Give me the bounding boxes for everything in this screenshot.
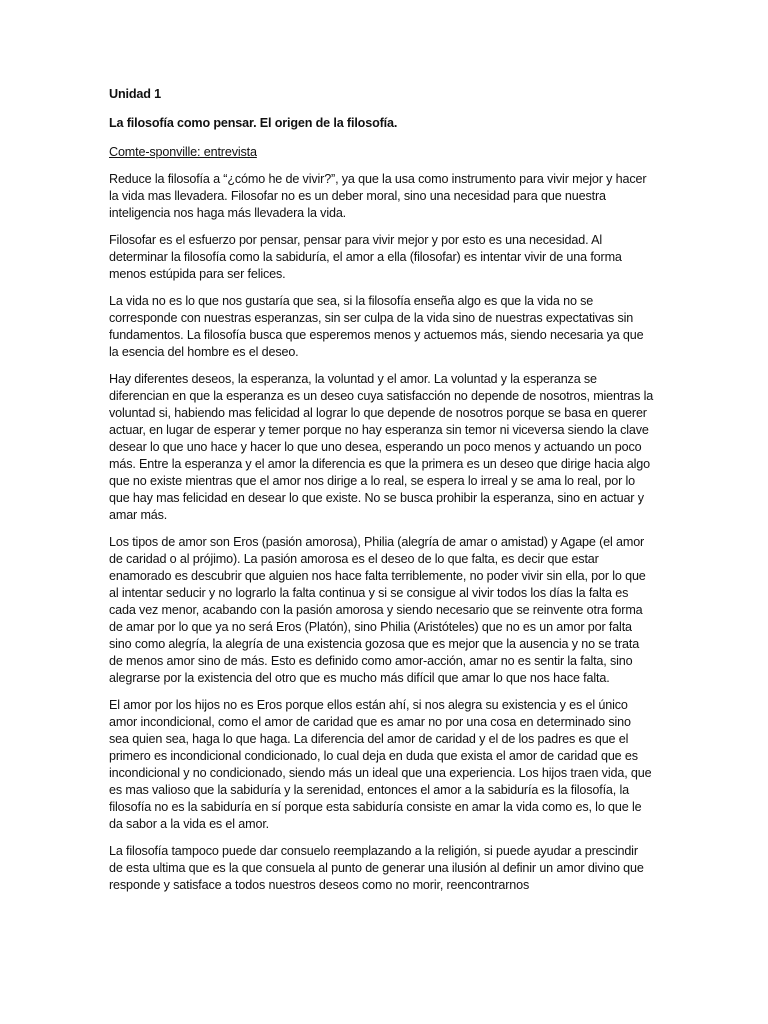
- subsection-title: Comte-sponville: entrevista: [109, 145, 257, 159]
- document-page: [109, 86, 654, 904]
- paragraph: El amor por los hijos no es Eros porque ellos están ahí, si nos alegra su existencia y es el único amor incondicional, como el amor de caridad que es amar no por una cosa en determinado sino sea quien sea, haga lo que haga. La diferencia del amor de caridad y el de los padres es que el primero es incondicional condicionado, lo cual deja en duda que exista el amor de caridad que es incondicional y no condicionado, siendo más un ideal que una experiencia. Los hijos traen vida, que es mas valioso que la sabiduría y la serenidad, entonces el amor a la sabiduría es la filosofía, la filosofía no es la sabiduría en sí porque esta sabiduría consiste en amar la vida como es, lo que le da sabor a la vida es el amor.: [109, 698, 652, 831]
- section-title: La filosofía como pensar. El origen de la filosofía.: [109, 116, 398, 130]
- paragraph: Filosofar es el esfuerzo por pensar, pensar para vivir mejor y por esto es una necesidad. Al determinar la filosofía como la sabiduría, el amor a ella (filosofar) es intentar vivir de una forma menos estúpida para ser felices.: [109, 233, 622, 281]
- paragraph: La vida no es lo que nos gustaría que sea, si la filosofía enseña algo es que la vida no se corresponde con nuestras esperanzas, sin ser culpa de la vida sino de nuestras expectativas sin fundamentos. La filosofía busca que esperemos menos y actuemos más, siendo necesaria ya que la esencia del hombre es el deseo.: [109, 294, 644, 359]
- unit-title: Unidad 1: [109, 87, 161, 101]
- paragraph: Hay diferentes deseos, la esperanza, la voluntad y el amor. La voluntad y la esperanza se diferencian en que la esperanza es un deseo cuya satisfacción no depende de nosotros, mientras la voluntad si, habiendo mas felicidad al lograr lo que depende de nosotros porque se basa en querer actuar, en lugar de esperar y temer porque no hay esperanza sin temor ni viceversa siendo la clave desear lo que uno hace y hacer lo que uno desea, esperando un poco menos y actuando un poco más. Entre la esperanza y el amor la diferencia es que la primera es un deseo que dirige hacia algo que no existe mientras que el amor nos dirige a lo real, se espera lo irreal y se ama lo real, por lo que hay mas felicidad en desear lo que existe. No se busca prohibir la esperanza, sino en actuar y amar más.: [109, 372, 654, 522]
- paragraph: La filosofía tampoco puede dar consuelo reemplazando a la religión, si puede ayudar a prescindir de esta ultima que es la que consuela al punto de generar una ilusión al definir un amor divino que responde y satisface a todos nuestros deseos como no morir, reencontrarnos: [109, 844, 644, 892]
- paragraph: Reduce la filosofía a “¿cómo he de vivir?”, ya que la usa como instrumento para vivir mejor y hacer la vida mas llevadera. Filosofar no es un deber moral, sino una necesidad para que nuestra inteligencia nos haga más llevadera la vida.: [109, 172, 647, 220]
- paragraph: Los tipos de amor son Eros (pasión amorosa), Philia (alegría de amar o amistad) y Agape (el amor de caridad o al prójimo). La pasión amorosa es el deseo de lo que falta, es decir que estar enamorado es descubrir que alguien nos hace falta terriblemente, no poder vivir sin ella, por lo que al intentar seducir y no lograrlo la falta continua y si se consigue al vivir todos los días la falta es cada vez menor, acabando con la pasión amorosa y siendo necesario que se reinvente otra forma de amar por lo que ya no será Eros (Platón), sino Philia (Aristóteles) que no es un amor por falta sino como alegría, la alegría de una existencia gozosa que es mejor que la ausencia y no se trata de menos amor sino de más. Esto es definido como amor-acción, amar no es sentir la falta, sino alegrarse por la existencia del otro que es mucho más difícil que amar lo que nos hace falta.: [109, 535, 646, 685]
